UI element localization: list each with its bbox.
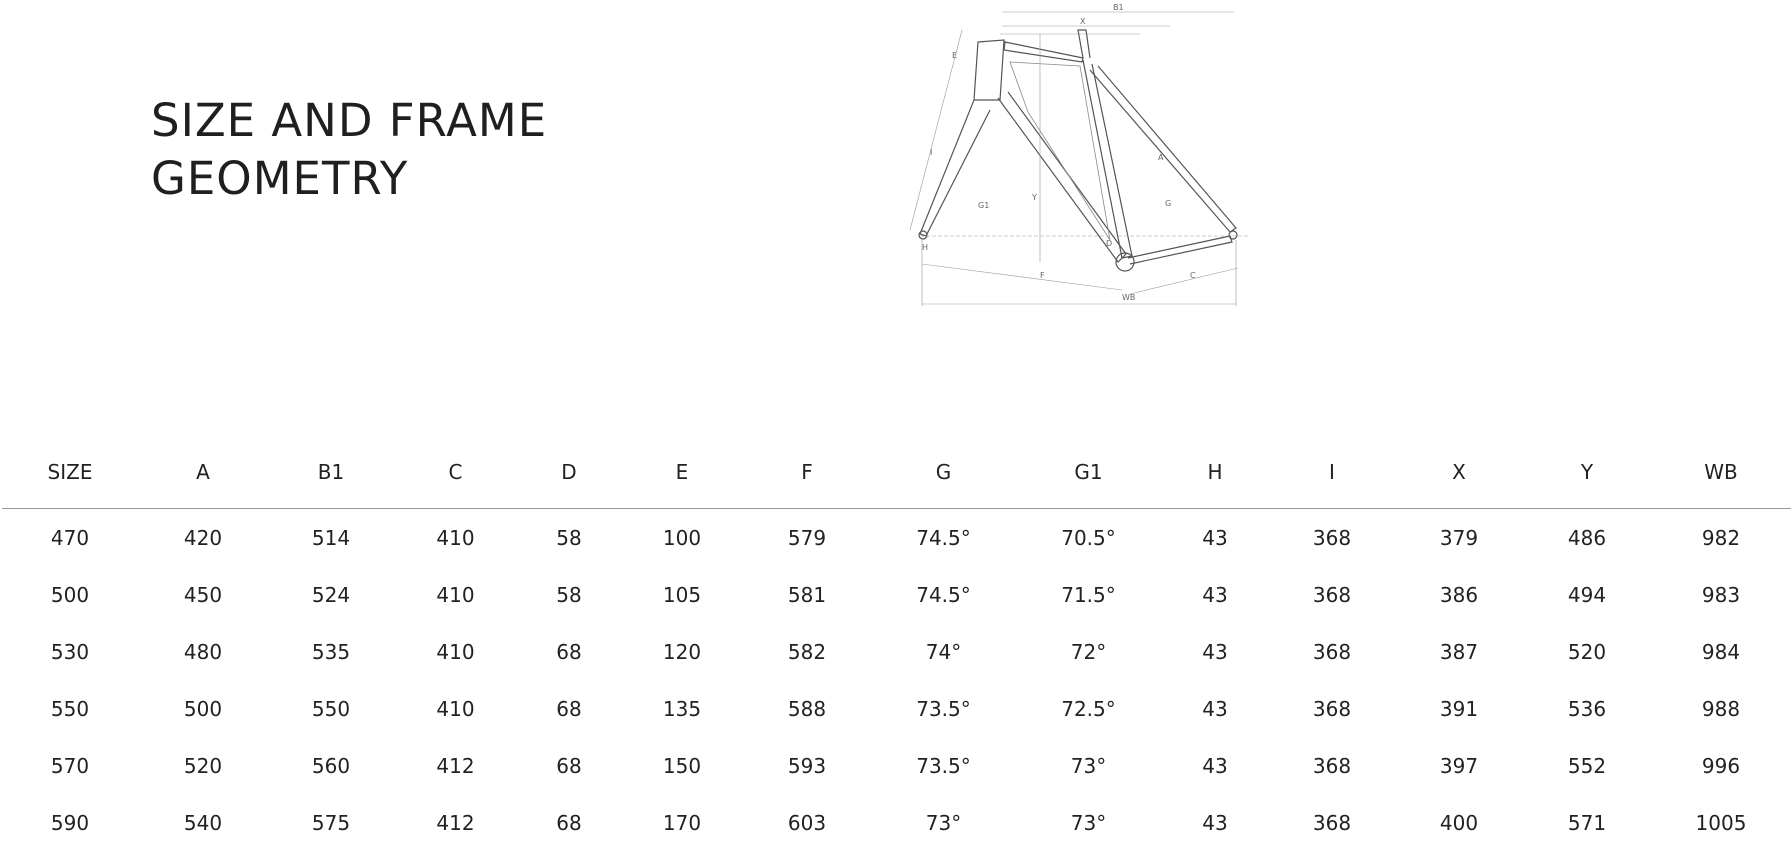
table-cell: 397 [1439, 753, 1479, 778]
table-cell: 500 [50, 582, 90, 607]
table-cell: 540 [183, 810, 223, 835]
svg-text:I: I [930, 148, 933, 157]
table-cell: 410 [436, 525, 475, 550]
table-cell: 58 [556, 582, 582, 607]
svg-text:C: C [1190, 271, 1196, 280]
column-header: H [1161, 452, 1269, 509]
table-cell: 582 [787, 639, 827, 664]
column-header: G [871, 452, 1016, 509]
table-row [2, 794, 1791, 851]
table-cell: 412 [436, 810, 475, 835]
table-cell: 520 [183, 753, 223, 778]
table-cell: 368 [1312, 639, 1352, 664]
table-row [2, 509, 1791, 567]
table-cell: 470 [50, 525, 90, 550]
table-cell: 120 [662, 639, 702, 664]
table-cell: 73° [1070, 810, 1107, 835]
table-cell: 150 [662, 753, 702, 778]
table-cell: 43 [1202, 696, 1228, 721]
table-cell: 530 [50, 639, 90, 664]
column-header: C [394, 452, 517, 509]
table-cell: 520 [1567, 639, 1607, 664]
table-cell: 43 [1202, 753, 1228, 778]
table-cell: 368 [1312, 525, 1352, 550]
table-cell: 68 [556, 639, 582, 664]
column-header: F [743, 452, 871, 509]
table-cell: 988 [1701, 696, 1741, 721]
table-cell: 72.5° [1061, 696, 1116, 721]
table-cell: 593 [787, 753, 827, 778]
table-cell: 550 [311, 696, 351, 721]
table-cell: 73° [1070, 753, 1107, 778]
table-cell: 550 [50, 696, 90, 721]
svg-text:D: D [1106, 239, 1113, 248]
table-cell: 170 [662, 810, 702, 835]
table-cell: 524 [311, 582, 351, 607]
table-cell: 43 [1202, 525, 1228, 550]
column-header: G1 [1016, 452, 1161, 509]
table-cell: 135 [662, 696, 702, 721]
table-cell: 575 [311, 810, 351, 835]
table-cell: 412 [436, 753, 475, 778]
table-cell: 43 [1202, 582, 1228, 607]
table-cell: 400 [1439, 810, 1479, 835]
table-cell: 480 [183, 639, 223, 664]
table-cell: 43 [1202, 639, 1228, 664]
svg-text:Y: Y [1032, 193, 1037, 202]
table-row [2, 623, 1791, 680]
table-cell: 387 [1439, 639, 1479, 664]
column-header: Y [1523, 452, 1651, 509]
table-cell: 391 [1439, 696, 1479, 721]
table-cell: 579 [787, 525, 827, 550]
column-header: D [517, 452, 621, 509]
table-cell: 571 [1567, 810, 1607, 835]
frame-geometry-diagram [900, 0, 1350, 310]
table-cell: 105 [662, 582, 702, 607]
svg-text:H: H [922, 243, 929, 252]
column-header: WB [1651, 452, 1791, 509]
table-cell: 368 [1312, 582, 1352, 607]
table-cell: 450 [183, 582, 223, 607]
table-cell: 368 [1312, 696, 1352, 721]
geometry-table [2, 452, 1791, 851]
column-header: E [621, 452, 743, 509]
dimension-lines [910, 12, 1250, 306]
table-row [2, 680, 1791, 737]
svg-text:B1: B1 [1113, 3, 1124, 12]
table-cell: 70.5° [1061, 525, 1116, 550]
svg-text:G1: G1 [978, 201, 990, 210]
table-cell: 73° [925, 810, 962, 835]
table-cell: 514 [311, 525, 351, 550]
table-cell: 71.5° [1061, 582, 1116, 607]
table-cell: 581 [787, 582, 827, 607]
table-cell: 536 [1567, 696, 1607, 721]
table-cell: 386 [1439, 582, 1479, 607]
table-cell: 368 [1312, 753, 1352, 778]
svg-text:X: X [1080, 17, 1086, 26]
table-cell: 983 [1701, 582, 1741, 607]
table-cell: 570 [50, 753, 90, 778]
svg-text:G: G [1165, 199, 1172, 208]
column-header: SIZE [2, 452, 138, 509]
table-cell: 420 [183, 525, 223, 550]
column-header: A [138, 452, 268, 509]
frame-drawing [919, 30, 1237, 271]
table-cell: 535 [311, 639, 351, 664]
table-row [2, 737, 1791, 794]
table-cell: 58 [556, 525, 582, 550]
table-cell: 72° [1070, 639, 1107, 664]
table-cell: 552 [1567, 753, 1607, 778]
table-cell: 74° [925, 639, 962, 664]
svg-text:E: E [952, 51, 958, 60]
table-cell: 1005 [1695, 810, 1747, 835]
table-cell: 43 [1202, 810, 1228, 835]
table-cell: 410 [436, 582, 475, 607]
table-cell: 588 [787, 696, 827, 721]
table-cell: 68 [556, 810, 582, 835]
table-cell: 73.5° [916, 696, 971, 721]
table-cell: 590 [50, 810, 90, 835]
table-row [2, 566, 1791, 623]
table-cell: 379 [1439, 525, 1479, 550]
table-cell: 494 [1567, 582, 1607, 607]
table-cell: 603 [787, 810, 827, 835]
table-cell: 74.5° [916, 525, 971, 550]
diagram-labels [922, 3, 1196, 302]
column-header: X [1395, 452, 1523, 509]
svg-text:WB: WB [1122, 293, 1136, 302]
table-cell: 486 [1567, 525, 1607, 550]
table-cell: 410 [436, 696, 475, 721]
table-cell: 410 [436, 639, 475, 664]
table-cell: 68 [556, 696, 582, 721]
table-cell: 68 [556, 753, 582, 778]
table-cell: 996 [1701, 753, 1741, 778]
table-cell: 100 [662, 525, 702, 550]
svg-text:A: A [1158, 153, 1164, 162]
page-title: SIZE AND FRAME GEOMETRY [151, 94, 548, 205]
table-header-row [2, 452, 1791, 509]
table-cell: 73.5° [916, 753, 971, 778]
table-cell: 982 [1701, 525, 1741, 550]
column-header: I [1269, 452, 1395, 509]
table-cell: 500 [183, 696, 223, 721]
table-cell: 984 [1701, 639, 1741, 664]
table-cell: 74.5° [916, 582, 971, 607]
table-cell: 368 [1312, 810, 1352, 835]
table-cell: 560 [311, 753, 351, 778]
svg-text:F: F [1040, 271, 1045, 280]
column-header: B1 [268, 452, 394, 509]
